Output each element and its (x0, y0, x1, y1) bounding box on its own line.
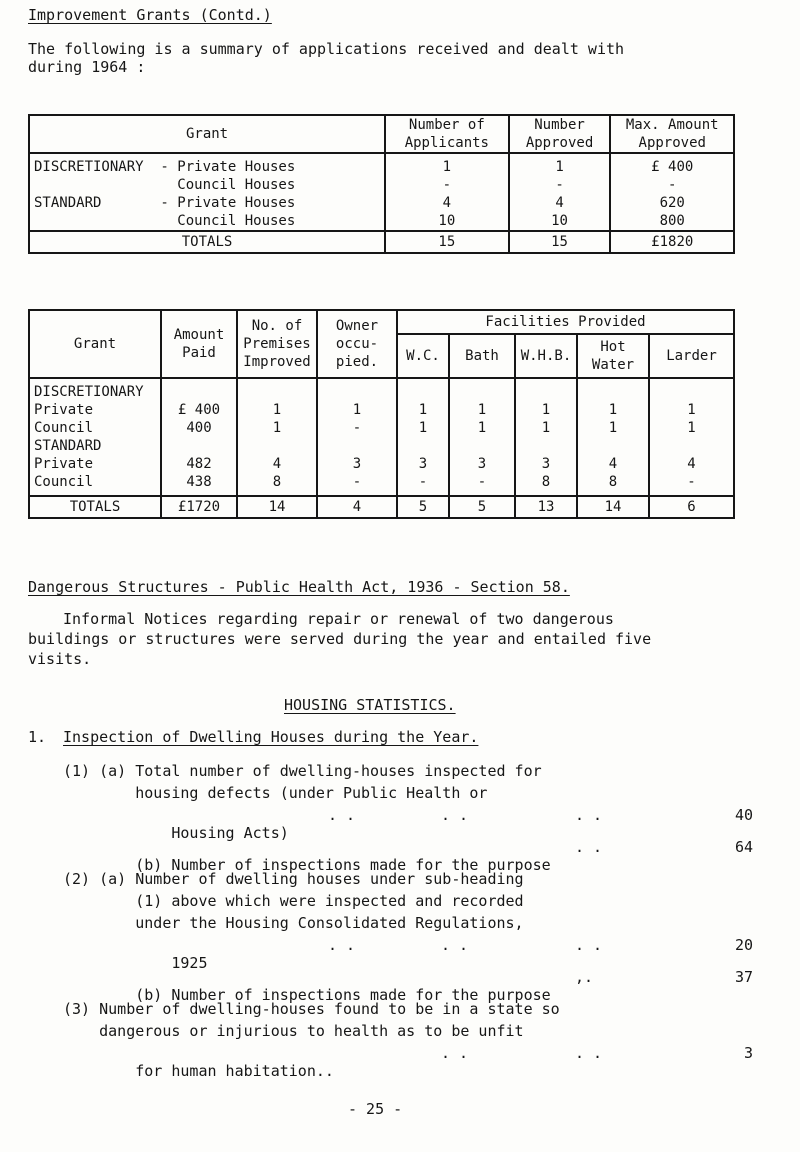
col-header-premises: No. of Premises Improved (237, 310, 317, 378)
cell: - (687, 474, 696, 490)
cell: £1820 (610, 231, 734, 253)
cell (398, 437, 448, 455)
page-heading: Improvement Grants (Contd.) (28, 6, 272, 24)
item-value: 64 (734, 838, 753, 856)
leader-dots: . . (575, 936, 603, 954)
cell: £ 400 (177, 402, 221, 418)
row-label: Council Houses (34, 177, 296, 193)
cell: 1 (352, 402, 362, 418)
cell: 4 (442, 195, 452, 211)
leader-dots: . . (575, 838, 603, 856)
cell: 15 (509, 231, 611, 253)
cell: - (442, 177, 452, 193)
list-item: (1) above which were inspected and recorded (63, 892, 524, 910)
dangerous-text-line-2: buildings or structures were served during the year and entailed five (28, 630, 652, 648)
intro-text-line-2: during 1964 : (28, 58, 146, 76)
cell (650, 437, 733, 455)
leader-dots: . . (328, 806, 356, 824)
list-item: under the Housing Consolidated Regulations, (63, 914, 524, 932)
item-text: 1925 (99, 954, 208, 972)
item-value: 40 (734, 806, 753, 824)
cell (398, 383, 448, 401)
row-label: DISCRETIONARY - Private Houses (34, 159, 296, 175)
list-item (63, 968, 753, 1004)
facilities-table (28, 309, 735, 519)
cell: 4 (608, 456, 618, 472)
cell: 13 (515, 496, 577, 518)
cell: 8 (272, 474, 282, 490)
cell: 4 (555, 195, 564, 211)
cell: 15 (385, 231, 509, 253)
cell: 4 (317, 496, 397, 518)
cell: 1 (541, 420, 551, 436)
cell (650, 383, 733, 401)
page-number: - 25 - (348, 1100, 403, 1118)
cell: - (352, 474, 362, 490)
cell: 1 (418, 420, 428, 436)
leader-dots: . . (441, 806, 469, 824)
cell: 482 (186, 456, 212, 472)
cell: 5 (449, 496, 515, 518)
list-item (63, 936, 753, 972)
list-item (63, 838, 753, 874)
cell: 620 (659, 195, 685, 211)
col-header-bath: Bath (449, 334, 515, 378)
totals-row (29, 496, 734, 518)
cell: 1 (477, 420, 487, 436)
dangerous-text-line-3: visits. (28, 650, 92, 668)
cell: 3 (541, 456, 551, 472)
cell: 3 (418, 456, 428, 472)
cell: 10 (438, 213, 456, 229)
cell: 3 (352, 456, 362, 472)
totals-label: TOTALS (29, 231, 385, 253)
cell: 4 (272, 456, 282, 472)
cell: 8 (608, 474, 618, 490)
cell: 1 (608, 420, 618, 436)
list-item: dangerous or injurious to health as to be unfit (63, 1022, 524, 1040)
cell: 10 (551, 213, 568, 229)
leader-dots: . . (441, 1044, 469, 1062)
cell: 400 (186, 420, 212, 436)
cell (318, 383, 396, 401)
col-header-wc: W.C. (397, 334, 449, 378)
leader-dots: . . (441, 936, 469, 954)
col-header-approved: Number Approved (509, 115, 611, 153)
row-label: Private (34, 456, 94, 472)
cell: - (668, 177, 677, 193)
cell: 5 (397, 496, 449, 518)
row-label: DISCRETIONARY (34, 384, 144, 400)
col-header-facilities: Facilities Provided (397, 310, 734, 334)
cell: 6 (649, 496, 734, 518)
row-label: Council (34, 474, 94, 490)
col-header-larder: Larder (649, 334, 734, 378)
leader-dots: . . (575, 1044, 603, 1062)
leader-dots: ,. (575, 968, 594, 986)
list-item: (2) (a) Number of dwelling houses under sub-heading (63, 870, 524, 888)
cell: 1 (418, 402, 428, 418)
cell (162, 437, 236, 455)
cell: 1 (555, 159, 564, 175)
col-header-whb: W.H.B. (515, 334, 577, 378)
cell: 1 (272, 420, 282, 436)
cell: 1 (687, 402, 696, 418)
intro-text-line-1: The following is a summary of applications received and dealt with (28, 40, 625, 58)
item-text: (b) Number of inspections made for the purpose (99, 986, 551, 1004)
housing-statistics-list (63, 762, 753, 1080)
cell: 800 (659, 213, 685, 229)
col-header-max-amount: Max. Amount Approved (610, 115, 734, 153)
leader-dots: . . (575, 806, 603, 824)
item-value: 37 (734, 968, 753, 986)
dangerous-text-line-1: Informal Notices regarding repair or renewal of two dangerous (63, 610, 614, 628)
cell: 4 (687, 456, 696, 472)
col-header-grant: Grant (29, 115, 385, 153)
list-item (63, 1044, 753, 1080)
cell (318, 437, 396, 455)
leader-dots: . . (328, 936, 356, 954)
list-item (63, 806, 753, 842)
housing-statistics-title: HOUSING STATISTICS. (284, 696, 456, 714)
item-text: (b) Number of inspections made for the purpose (99, 856, 551, 874)
cell: 1 (541, 402, 551, 418)
table-row (29, 378, 734, 496)
list-item: housing defects (under Public Health or (63, 784, 488, 802)
item-text: Housing Acts) (99, 824, 289, 842)
cell: 1 (477, 402, 487, 418)
cell (450, 383, 514, 401)
totals-row (29, 231, 734, 253)
cell: - (418, 474, 428, 490)
cell: 1 (687, 420, 696, 436)
col-header-hot-water: Hot Water (577, 334, 649, 378)
cell (578, 437, 648, 455)
totals-label: TOTALS (29, 496, 161, 518)
cell: 1 (608, 402, 618, 418)
cell: 8 (541, 474, 551, 490)
cell: 3 (477, 456, 487, 472)
item-value: 20 (734, 936, 753, 954)
list-item: (1) (a) Total number of dwelling-houses inspected for (63, 762, 542, 780)
row-label: STANDARD (34, 438, 102, 454)
cell (238, 437, 316, 455)
section-number: 1. (28, 728, 47, 746)
row-label: STANDARD - Private Houses (34, 195, 296, 211)
cell: 14 (577, 496, 649, 518)
col-header-owner: Owner occu- pied. (317, 310, 397, 378)
summary-table (28, 114, 735, 254)
cell: - (555, 177, 564, 193)
cell: - (352, 420, 362, 436)
cell (162, 383, 236, 401)
item-value: 3 (743, 1044, 753, 1062)
table-row (29, 153, 734, 231)
row-label: Private (34, 402, 94, 418)
cell: 1 (272, 402, 282, 418)
cell: 1 (442, 159, 452, 175)
list-item: (3) Number of dwelling-houses found to be in a state so (63, 1000, 560, 1018)
cell: £1720 (161, 496, 237, 518)
col-header-applicants: Number of Applicants (385, 115, 509, 153)
row-label: Council Houses (34, 213, 296, 229)
item-text: for human habitation.. (99, 1062, 334, 1080)
dangerous-structures-title: Dangerous Structures - Public Health Act, 1936 - Section 58. (28, 578, 570, 596)
row-label: Council (34, 420, 94, 436)
cell: 438 (186, 474, 212, 490)
cell: - (477, 474, 487, 490)
cell (516, 383, 576, 401)
col-header-amount-paid: Amount Paid (161, 310, 237, 378)
cell (578, 383, 648, 401)
cell: £ 400 (651, 159, 694, 175)
cell (516, 437, 576, 455)
cell (450, 437, 514, 455)
col-header-grant: Grant (29, 310, 161, 378)
cell (238, 383, 316, 401)
cell: 14 (237, 496, 317, 518)
section-title: Inspection of Dwelling Houses during the Year. (63, 728, 479, 746)
